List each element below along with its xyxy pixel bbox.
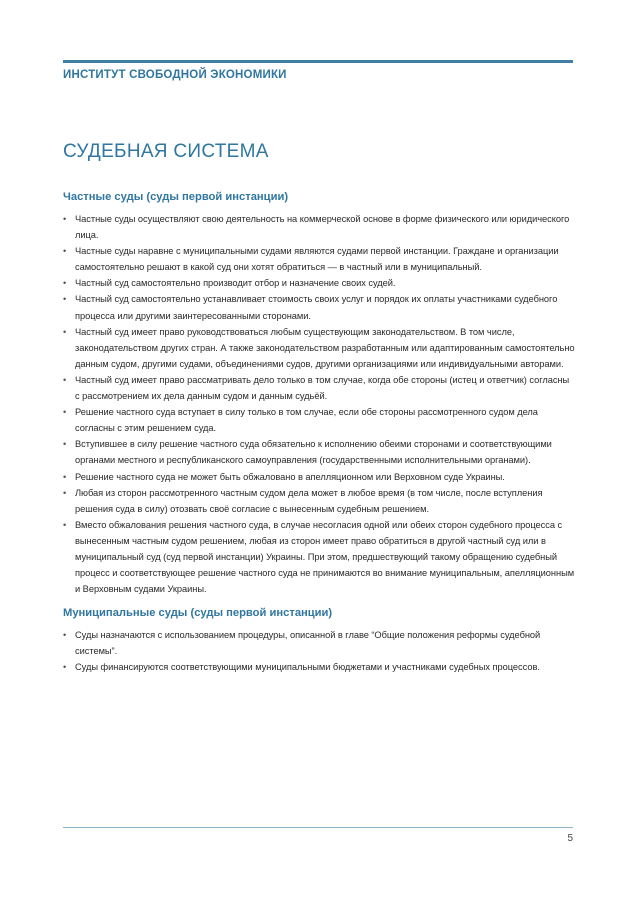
list-item: • Частный суд самостоятельно устанавливает стоимость своих услуг и порядок их оплаты участниками судебного процесса или другими заинтересованными сторонами.: [63, 291, 575, 323]
list-item: • Частные суды наравне с муниципальными судами являются судами первой инстанции. Граждане и организации самостоятельно решают в какой суд они хотят обратиться — в частный или в муниципальный.: [63, 243, 575, 275]
section-heading-municipal-courts: Муниципальные суды (суды первой инстанции): [63, 607, 333, 620]
list-item: • Частный суд имеет право рассматривать дело только в том случае, когда обе стороны (истец и ответчик) согласны с рассмотрением их дела данным судом и данным судьёй.: [63, 372, 575, 404]
list-item: • Вместо обжалования решения частного суда, в случае несогласия одной или обеих сторон судебного процесса с вынесенным частным судом решением, любая из сторон имеет право обратиться в другой частный суд или в муниципальный суд (суд первой инстанции) Украины. При этом, предшествующий такому обращению судебный процесс и соответствующее решение частного суда не принимаются во внимание муниципальным, апелляционным и Верховным судами Украины.: [63, 517, 575, 597]
header-rule: [63, 60, 573, 63]
list-item: • Вступившее в силу решение частного суда обязательно к исполнению обеими сторонами и соответствующими органами местного и республиканского самоуправления (государственными исполнительными органами).: [63, 436, 575, 468]
list-item: • Частные суды осуществляют свою деятельность на коммерческой основе в форме физического или юридического лица.: [63, 211, 575, 243]
page-number: 5: [567, 833, 573, 844]
private-courts-list: [63, 211, 575, 597]
list-item: • Любая из сторон рассмотренного частным судом дела может в любое время (в том числе, после вступления решения суда в силу) отозвать своё согласие с вынесенным судебным решением.: [63, 485, 575, 517]
list-item: • Частный суд имеет право руководствоваться любым существующим законодательством. В том числе, законодательством других стран. А также законодательством разработанным или адаптированным самостоятельно данным судом, другими судами, объединениями судов, другими организациями или индивидуальными авторами.: [63, 324, 575, 372]
list-item: • Решение частного суда вступает в силу только в том случае, если обе стороны рассмотренного судом дела согласны с этим решением суда.: [63, 404, 575, 436]
institute-header: ИНСТИТУТ СВОБОДНОЙ ЭКОНОМИКИ: [63, 69, 287, 81]
section-heading-private-courts: Частные суды (суды первой инстанции): [63, 191, 289, 203]
municipal-courts-list: [63, 627, 575, 675]
list-item: • Суды финансируются соответствующими муниципальными бюджетами и участниками судебных процессов.: [63, 659, 575, 675]
list-item: • Суды назначаются с использованием процедуры, описанной в главе “Общие положения реформы судебной системы”.: [63, 627, 575, 659]
footer-rule: [63, 827, 573, 828]
list-item: • Решение частного суда не может быть обжаловано в апелляционном или Верховном суде Украины.: [63, 469, 575, 485]
main-content: [63, 190, 575, 676]
list-item: • Частный суд самостоятельно производит отбор и назначение своих судей.: [63, 275, 575, 291]
page-title: СУДЕБНАЯ СИСТЕМА: [63, 141, 269, 162]
